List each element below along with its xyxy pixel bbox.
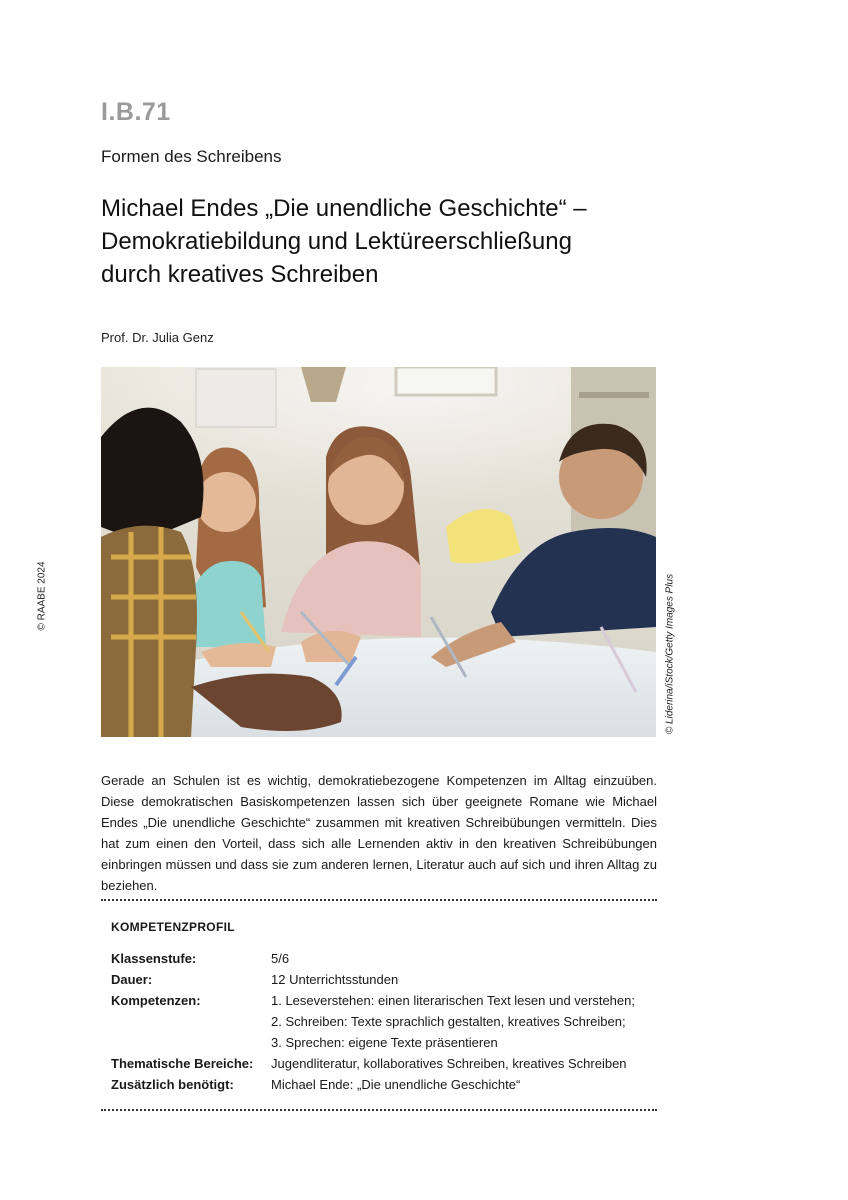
author: Prof. Dr. Julia Genz xyxy=(101,330,214,345)
bereiche-value: Jugendliteratur, kollaboratives Schreiben, kreatives Schreiben xyxy=(271,1056,627,1071)
title-line-2: Demokratiebildung und Lektüreerschließung xyxy=(101,228,572,255)
series-title: Formen des Schreibens xyxy=(101,147,282,166)
kompetenz-item-1: 1. Leseverstehen: einen literarischen Text lesen und verstehen; xyxy=(271,993,635,1008)
title-line-1: Michael Endes „Die unendliche Geschichte“ – xyxy=(101,195,587,222)
benoetigt-value: Michael Ende: „Die unendliche Geschichte“ xyxy=(271,1077,521,1092)
document-title xyxy=(101,192,701,291)
klassenstufe-label: Klassenstufe: xyxy=(111,951,197,966)
intro-paragraph: Gerade an Schulen ist es wichtig, demokratiebezogene Kompetenzen im Alltag einzuüben. Diese demokratischen Basiskompetenzen lassen sich über geeignete Romane wie Michael Endes „Die unendliche Geschichte“ zusammen mit kreativen Schreibübungen vermitteln. Dies hat zum einen den Vorteil, dass sich alle Lernenden aktiv in den kreativen Schreibübungen einbringen müssen und dass sie zum anderen lernen, Literatur auch auf sich und ihren Alltag zu beziehen. xyxy=(101,773,657,893)
bereiche-label: Thematische Bereiche: xyxy=(111,1056,254,1071)
divider-top xyxy=(101,899,657,901)
title-line-3: durch kreatives Schreiben xyxy=(101,261,379,288)
klassenstufe-value: 5/6 xyxy=(271,951,290,966)
copyright-note: © RAABE 2024 xyxy=(36,561,48,631)
kompetenzen-label: Kompetenzen: xyxy=(111,993,201,1008)
classroom-photo xyxy=(101,367,656,737)
divider-bottom xyxy=(101,1109,657,1111)
kompetenzprofil-heading: KOMPETENZPROFIL xyxy=(111,920,235,934)
dauer-value: 12 Unterrichtsstunden xyxy=(271,972,399,987)
kompetenz-item-3: 3. Sprechen: eigene Texte präsentieren xyxy=(271,1035,498,1050)
dauer-label: Dauer: xyxy=(111,972,153,987)
kompetenz-item-2: 2. Schreiben: Texte sprachlich gestalten, kreatives Schreiben; xyxy=(271,1014,626,1029)
unit-code: I.B.71 xyxy=(101,98,171,126)
benoetigt-label: Zusätzlich benötigt: xyxy=(111,1077,234,1092)
photo-credit: © Liderina/iStock/Getty Images Plus xyxy=(664,573,676,735)
